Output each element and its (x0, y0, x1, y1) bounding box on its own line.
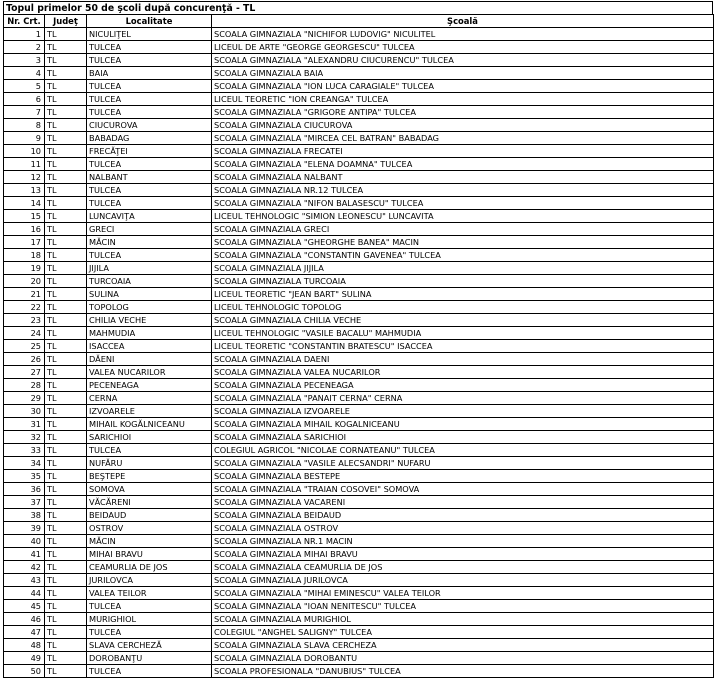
judet-cell: TL (45, 613, 87, 626)
scoala-cell: SCOALA GIMNAZIALA PECENEAGA (212, 379, 714, 392)
localitate-cell: TULCEA (87, 106, 212, 119)
localitate-cell: BABADAG (87, 132, 212, 145)
scoala-cell: SCOALA GIMNAZIALA IZVOARELE (212, 405, 714, 418)
localitate-cell: MAHMUDIA (87, 327, 212, 340)
header-judet: Judeţ (45, 15, 87, 28)
nr-cell: 21 (4, 288, 45, 301)
table-row (4, 197, 714, 210)
nr-cell: 26 (4, 353, 45, 366)
scoala-cell: SCOALA GIMNAZIALA CHILIA VECHE (212, 314, 714, 327)
table-row (4, 158, 714, 171)
judet-cell: TL (45, 288, 87, 301)
scoala-cell: SCOALA GIMNAZIALA OSTROV (212, 522, 714, 535)
table-row (4, 28, 714, 41)
localitate-cell: SULINA (87, 288, 212, 301)
scoala-cell: SCOALA GIMNAZIALA "MIRCEA CEL BATRAN" BABADAG (212, 132, 714, 145)
localitate-cell: MĂCIN (87, 236, 212, 249)
judet-cell: TL (45, 457, 87, 470)
localitate-cell: FRECĂŢEI (87, 145, 212, 158)
nr-cell: 35 (4, 470, 45, 483)
table-row (4, 93, 714, 106)
localitate-cell: BEŞTEPE (87, 470, 212, 483)
scoala-cell: SCOALA GIMNAZIALA "IOAN NENITESCU" TULCEA (212, 600, 714, 613)
table-row (4, 54, 714, 67)
nr-cell: 2 (4, 41, 45, 54)
table-row (4, 587, 714, 600)
table-row (4, 652, 714, 665)
nr-cell: 28 (4, 379, 45, 392)
judet-cell: TL (45, 470, 87, 483)
judet-cell: TL (45, 262, 87, 275)
nr-cell: 3 (4, 54, 45, 67)
nr-cell: 11 (4, 158, 45, 171)
localitate-cell: DOROBANŢU (87, 652, 212, 665)
localitate-cell: IZVOARELE (87, 405, 212, 418)
localitate-cell: MIHAIL KOGĂLNICEANU (87, 418, 212, 431)
localitate-cell: TULCEA (87, 600, 212, 613)
judet-cell: TL (45, 28, 87, 41)
judet-cell: TL (45, 353, 87, 366)
table-row (4, 353, 714, 366)
localitate-cell: LUNCAVIŢA (87, 210, 212, 223)
table-row (4, 626, 714, 639)
header-nr: Nr. Crt. (4, 15, 45, 28)
table-row (4, 80, 714, 93)
judet-cell: TL (45, 626, 87, 639)
sheet-title: Topul primelor 50 de şcoli după concurenţă - TL (3, 1, 713, 14)
table-row (4, 483, 714, 496)
localitate-cell: TULCEA (87, 158, 212, 171)
nr-cell: 13 (4, 184, 45, 197)
nr-cell: 42 (4, 561, 45, 574)
judet-cell: TL (45, 210, 87, 223)
nr-cell: 23 (4, 314, 45, 327)
judet-cell: TL (45, 366, 87, 379)
nr-cell: 29 (4, 392, 45, 405)
localitate-cell: TULCEA (87, 197, 212, 210)
table-row (4, 301, 714, 314)
scoala-cell: COLEGIUL AGRICOL "NICOLAE CORNATEANU" TULCEA (212, 444, 714, 457)
localitate-cell: MĂCIN (87, 535, 212, 548)
judet-cell: TL (45, 340, 87, 353)
scoala-cell: SCOALA GIMNAZIALA "CONSTANTIN GAVENEA" TULCEA (212, 249, 714, 262)
scoala-cell: SCOALA GIMNAZIALA BESTEPE (212, 470, 714, 483)
scoala-cell: SCOALA GIMNAZIALA "MIHAI EMINESCU" VALEA TEILOR (212, 587, 714, 600)
judet-cell: TL (45, 496, 87, 509)
scoala-cell: SCOALA GIMNAZIALA "GHEORGHE BANEA" MACIN (212, 236, 714, 249)
scoala-cell: LICEUL TEORETIC "CONSTANTIN BRATESCU" ISACCEA (212, 340, 714, 353)
table-row (4, 405, 714, 418)
scoala-cell: SCOALA GIMNAZIALA "NICHIFOR LUDOVIG" NICULITEL (212, 28, 714, 41)
nr-cell: 14 (4, 197, 45, 210)
judet-cell: TL (45, 249, 87, 262)
nr-cell: 19 (4, 262, 45, 275)
judet-cell: TL (45, 171, 87, 184)
judet-cell: TL (45, 223, 87, 236)
localitate-cell: TULCEA (87, 41, 212, 54)
localitate-cell: ISACCEA (87, 340, 212, 353)
nr-cell: 33 (4, 444, 45, 457)
scoala-cell: LICEUL DE ARTE "GEORGE GEORGESCU" TULCEA (212, 41, 714, 54)
table-row (4, 665, 714, 678)
localitate-cell: TULCEA (87, 80, 212, 93)
localitate-cell: TULCEA (87, 626, 212, 639)
header-scoala: Şcoală (212, 15, 714, 28)
scoala-cell: SCOALA GIMNAZIALA VACARENI (212, 496, 714, 509)
judet-cell: TL (45, 392, 87, 405)
judet-cell: TL (45, 54, 87, 67)
nr-cell: 39 (4, 522, 45, 535)
scoala-cell: SCOALA GIMNAZIALA JIJILA (212, 262, 714, 275)
localitate-cell: SLAVA CERCHEZĂ (87, 639, 212, 652)
table-row (4, 418, 714, 431)
judet-cell: TL (45, 327, 87, 340)
scoala-cell: SCOALA GIMNAZIALA BAIA (212, 67, 714, 80)
localitate-cell: CERNA (87, 392, 212, 405)
localitate-cell: NALBANT (87, 171, 212, 184)
table-row (4, 600, 714, 613)
table-row (4, 340, 714, 353)
nr-cell: 34 (4, 457, 45, 470)
table-row (4, 275, 714, 288)
scoala-cell: SCOALA GIMNAZIALA MURIGHIOL (212, 613, 714, 626)
nr-cell: 32 (4, 431, 45, 444)
localitate-cell: SOMOVA (87, 483, 212, 496)
nr-cell: 15 (4, 210, 45, 223)
localitate-cell: VALEA NUCARILOR (87, 366, 212, 379)
localitate-cell: BAIA (87, 67, 212, 80)
localitate-cell: VĂCĂRENI (87, 496, 212, 509)
table-row (4, 262, 714, 275)
localitate-cell: CEAMURLIA DE JOS (87, 561, 212, 574)
localitate-cell: NUFĂRU (87, 457, 212, 470)
scoala-cell: LICEUL TEORETIC "JEAN BART" SULINA (212, 288, 714, 301)
scoala-cell: LICEUL TEHNOLOGIC "SIMION LEONESCU" LUNCAVITA (212, 210, 714, 223)
scoala-cell: SCOALA GIMNAZIALA TURCOAIA (212, 275, 714, 288)
table-row (4, 509, 714, 522)
scoala-cell: SCOALA GIMNAZIALA GRECI (212, 223, 714, 236)
ranking-sheet (3, 1, 714, 678)
judet-cell: TL (45, 561, 87, 574)
scoala-cell: LICEUL TEHNOLOGIC TOPOLOG (212, 301, 714, 314)
judet-cell: TL (45, 652, 87, 665)
scoala-cell: LICEUL TEHNOLOGIC "VASILE BACALU" MAHMUDIA (212, 327, 714, 340)
table-row (4, 132, 714, 145)
judet-cell: TL (45, 574, 87, 587)
table-row (4, 535, 714, 548)
nr-cell: 36 (4, 483, 45, 496)
scoala-cell: SCOALA GIMNAZIALA "VASILE ALECSANDRI" NUFARU (212, 457, 714, 470)
localitate-cell: TULCEA (87, 444, 212, 457)
judet-cell: TL (45, 535, 87, 548)
localitate-cell: TULCEA (87, 249, 212, 262)
table-row (4, 249, 714, 262)
nr-cell: 18 (4, 249, 45, 262)
scoala-cell: SCOALA GIMNAZIALA MIHAIL KOGALNICEANU (212, 418, 714, 431)
nr-cell: 17 (4, 236, 45, 249)
scoala-cell: COLEGIUL "ANGHEL SALIGNY" TULCEA (212, 626, 714, 639)
localitate-cell: NICULIŢEL (87, 28, 212, 41)
localitate-cell: PECENEAGA (87, 379, 212, 392)
nr-cell: 44 (4, 587, 45, 600)
judet-cell: TL (45, 509, 87, 522)
scoala-cell: SCOALA GIMNAZIALA "ELENA DOAMNA" TULCEA (212, 158, 714, 171)
scoala-cell: SCOALA GIMNAZIALA NR.1 MACIN (212, 535, 714, 548)
judet-cell: TL (45, 639, 87, 652)
nr-cell: 48 (4, 639, 45, 652)
nr-cell: 7 (4, 106, 45, 119)
scoala-cell: SCOALA GIMNAZIALA "ALEXANDRU CIUCURENCU" TULCEA (212, 54, 714, 67)
nr-cell: 4 (4, 67, 45, 80)
localitate-cell: GRECI (87, 223, 212, 236)
scoala-cell: SCOALA GIMNAZIALA "TRAIAN COSOVEI" SOMOVA (212, 483, 714, 496)
header-localitate: Localitate (87, 15, 212, 28)
table-row (4, 496, 714, 509)
judet-cell: TL (45, 41, 87, 54)
scoala-cell: SCOALA GIMNAZIALA MIHAI BRAVU (212, 548, 714, 561)
table-row (4, 444, 714, 457)
table-row (4, 171, 714, 184)
scoala-cell: SCOALA GIMNAZIALA VALEA NUCARILOR (212, 366, 714, 379)
scoala-cell: SCOALA GIMNAZIALA DOROBANTU (212, 652, 714, 665)
localitate-cell: CHILIA VECHE (87, 314, 212, 327)
table-row (4, 457, 714, 470)
localitate-cell: JURILOVCA (87, 574, 212, 587)
judet-cell: TL (45, 483, 87, 496)
judet-cell: TL (45, 184, 87, 197)
localitate-cell: TULCEA (87, 665, 212, 678)
table-row (4, 288, 714, 301)
table-row (4, 236, 714, 249)
localitate-cell: MIHAI BRAVU (87, 548, 212, 561)
scoala-cell: SCOALA PROFESIONALA "DANUBIUS" TULCEA (212, 665, 714, 678)
table-row (4, 470, 714, 483)
table-row (4, 184, 714, 197)
judet-cell: TL (45, 405, 87, 418)
table-row (4, 366, 714, 379)
nr-cell: 9 (4, 132, 45, 145)
judet-cell: TL (45, 236, 87, 249)
judet-cell: TL (45, 106, 87, 119)
nr-cell: 24 (4, 327, 45, 340)
localitate-cell: SARICHIOI (87, 431, 212, 444)
localitate-cell: TULCEA (87, 184, 212, 197)
judet-cell: TL (45, 431, 87, 444)
localitate-cell: TULCEA (87, 54, 212, 67)
table-row (4, 431, 714, 444)
judet-cell: TL (45, 119, 87, 132)
localitate-cell: BEIDAUD (87, 509, 212, 522)
judet-cell: TL (45, 600, 87, 613)
nr-cell: 47 (4, 626, 45, 639)
judet-cell: TL (45, 379, 87, 392)
judet-cell: TL (45, 444, 87, 457)
nr-cell: 43 (4, 574, 45, 587)
localitate-cell: VALEA TEILOR (87, 587, 212, 600)
nr-cell: 6 (4, 93, 45, 106)
judet-cell: TL (45, 275, 87, 288)
nr-cell: 38 (4, 509, 45, 522)
scoala-cell: SCOALA GIMNAZIALA SLAVA CERCHEZA (212, 639, 714, 652)
judet-cell: TL (45, 197, 87, 210)
nr-cell: 49 (4, 652, 45, 665)
localitate-cell: DĂENI (87, 353, 212, 366)
scoala-cell: SCOALA GIMNAZIALA NALBANT (212, 171, 714, 184)
table-row (4, 145, 714, 158)
schools-table (3, 14, 714, 678)
scoala-cell: SCOALA GIMNAZIALA FRECATEI (212, 145, 714, 158)
table-row (4, 67, 714, 80)
table-row (4, 574, 714, 587)
judet-cell: TL (45, 587, 87, 600)
table-row (4, 522, 714, 535)
nr-cell: 25 (4, 340, 45, 353)
nr-cell: 31 (4, 418, 45, 431)
nr-cell: 16 (4, 223, 45, 236)
judet-cell: TL (45, 665, 87, 678)
scoala-cell: SCOALA GIMNAZIALA "GRIGORE ANTIPA" TULCEA (212, 106, 714, 119)
judet-cell: TL (45, 418, 87, 431)
table-row (4, 548, 714, 561)
localitate-cell: JIJILA (87, 262, 212, 275)
localitate-cell: TURCOAIA (87, 275, 212, 288)
judet-cell: TL (45, 67, 87, 80)
localitate-cell: TULCEA (87, 93, 212, 106)
scoala-cell: SCOALA GIMNAZIALA "ION LUCA CARAGIALE" TULCEA (212, 80, 714, 93)
scoala-cell: SCOALA GIMNAZIALA NR.12 TULCEA (212, 184, 714, 197)
scoala-cell: SCOALA GIMNAZIALA SARICHIOI (212, 431, 714, 444)
judet-cell: TL (45, 145, 87, 158)
nr-cell: 30 (4, 405, 45, 418)
nr-cell: 22 (4, 301, 45, 314)
nr-cell: 50 (4, 665, 45, 678)
nr-cell: 1 (4, 28, 45, 41)
scoala-cell: SCOALA GIMNAZIALA JURILOVCA (212, 574, 714, 587)
table-row (4, 210, 714, 223)
localitate-cell: TOPOLOG (87, 301, 212, 314)
judet-cell: TL (45, 132, 87, 145)
nr-cell: 5 (4, 80, 45, 93)
table-row (4, 613, 714, 626)
judet-cell: TL (45, 158, 87, 171)
table-row (4, 314, 714, 327)
scoala-cell: SCOALA GIMNAZIALA "PANAIT CERNA" CERNA (212, 392, 714, 405)
nr-cell: 27 (4, 366, 45, 379)
header-row (4, 15, 714, 28)
scoala-cell: SCOALA GIMNAZIALA CIUCUROVA (212, 119, 714, 132)
table-row (4, 106, 714, 119)
scoala-cell: LICEUL TEORETIC "ION CREANGA" TULCEA (212, 93, 714, 106)
nr-cell: 8 (4, 119, 45, 132)
scoala-cell: SCOALA GIMNAZIALA "NIFON BALASESCU" TULCEA (212, 197, 714, 210)
nr-cell: 37 (4, 496, 45, 509)
table-row (4, 119, 714, 132)
table-row (4, 561, 714, 574)
nr-cell: 40 (4, 535, 45, 548)
localitate-cell: OSTROV (87, 522, 212, 535)
table-row (4, 327, 714, 340)
judet-cell: TL (45, 301, 87, 314)
table-row (4, 392, 714, 405)
judet-cell: TL (45, 93, 87, 106)
nr-cell: 45 (4, 600, 45, 613)
scoala-cell: SCOALA GIMNAZIALA DAENI (212, 353, 714, 366)
scoala-cell: SCOALA GIMNAZIALA BEIDAUD (212, 509, 714, 522)
nr-cell: 12 (4, 171, 45, 184)
nr-cell: 20 (4, 275, 45, 288)
table-row (4, 223, 714, 236)
localitate-cell: MURIGHIOL (87, 613, 212, 626)
table-row (4, 639, 714, 652)
nr-cell: 46 (4, 613, 45, 626)
table-row (4, 379, 714, 392)
judet-cell: TL (45, 80, 87, 93)
judet-cell: TL (45, 314, 87, 327)
nr-cell: 10 (4, 145, 45, 158)
judet-cell: TL (45, 548, 87, 561)
nr-cell: 41 (4, 548, 45, 561)
table-row (4, 41, 714, 54)
localitate-cell: CIUCUROVA (87, 119, 212, 132)
scoala-cell: SCOALA GIMNAZIALA CEAMURLIA DE JOS (212, 561, 714, 574)
judet-cell: TL (45, 522, 87, 535)
